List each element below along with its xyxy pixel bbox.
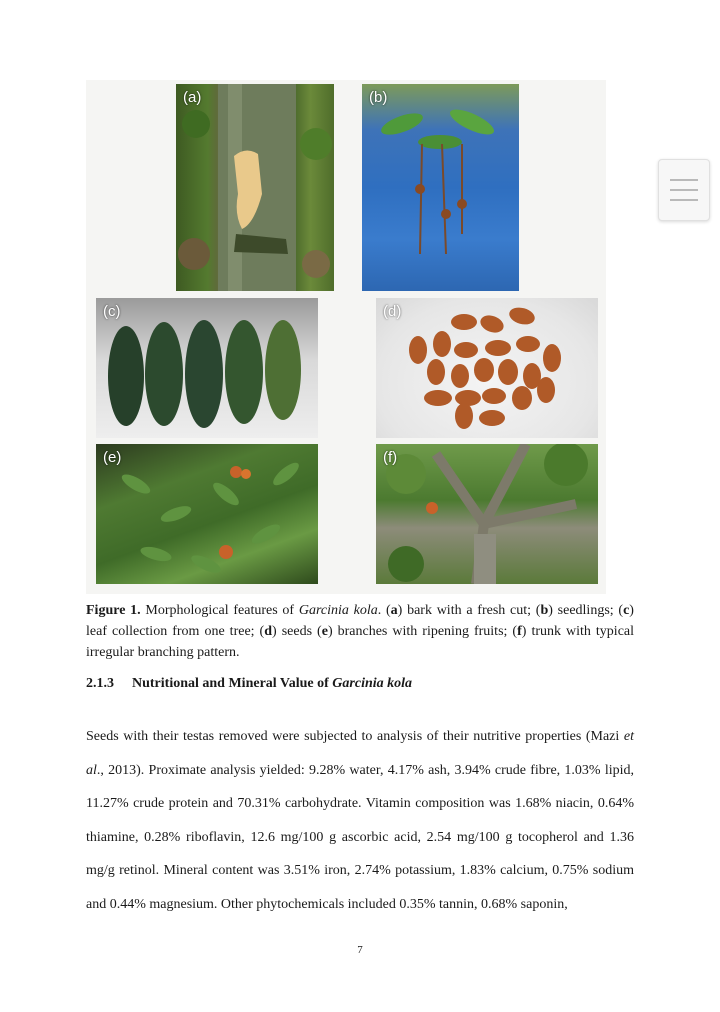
section-number: 2.1.3 — [86, 676, 114, 691]
section-title-species: Garcinia kola — [332, 676, 413, 691]
panel-label-e: (e) — [103, 449, 122, 466]
branches-photo — [96, 444, 318, 584]
figure-panel-d — [376, 298, 598, 438]
bark-photo — [176, 84, 334, 291]
figure-label: Figure 1. — [86, 603, 141, 618]
figure-panel-c — [96, 298, 318, 438]
hamburger-menu-icon — [670, 179, 698, 181]
species-name: Garcinia kola — [298, 603, 378, 618]
figure-1 — [86, 80, 606, 594]
seedlings-photo — [362, 84, 519, 291]
section-title: Nutritional and Mineral Value of — [132, 676, 333, 691]
figure-caption: Figure 1. Morphological features of Garcinia kola. (a) bark with a fresh cut; (b) seedlings; (c) leaf collection from one tree; (d) seeds (e) branches with ripening fruits; (f) trunk with typical irregular branching pattern. — [86, 603, 635, 660]
figure-panel-e — [96, 444, 318, 584]
panel-label-a: (a) — [183, 89, 202, 106]
section-heading — [86, 676, 634, 692]
figure-panel-f — [376, 444, 598, 584]
hamburger-menu-button[interactable] — [658, 159, 710, 221]
seeds-photo — [376, 298, 598, 438]
figure-panel-b — [362, 84, 519, 291]
panel-label-c: (c) — [103, 303, 121, 320]
leaves-photo — [96, 298, 318, 438]
trunk-photo — [376, 444, 598, 584]
page-number: 7 — [357, 944, 363, 956]
figure-panel-a — [176, 84, 334, 291]
panel-label-f: (f) — [383, 449, 398, 466]
panel-label-b: (b) — [369, 89, 388, 106]
body-paragraph: Seeds with their testas removed were subjected to analysis of their nutritive properties (Mazi et al., 2013). Proximate analysis yielded: 9.28% water, 4.17% ash, 3.94% crude fibre, 1.03% lipid, 11.27% crude protein and 70.31% carbohydrate. Vitamin composition was 1.68% niacin, 0.64% thiamine, 0.28% riboflavin, 12.6 mg/100 g ascorbic acid, 2.54 mg/100 g tocopherol and 1.36 mg/g retinol. Mineral content was 3.51% iron, 2.74% potassium, 1.83% calcium, 0.75% sodium and 0.44% magnesium. Other phytochemicals included 0.35% tannin, 0.68% saponin, — [86, 729, 634, 912]
panel-label-d: (d) — [383, 303, 402, 320]
